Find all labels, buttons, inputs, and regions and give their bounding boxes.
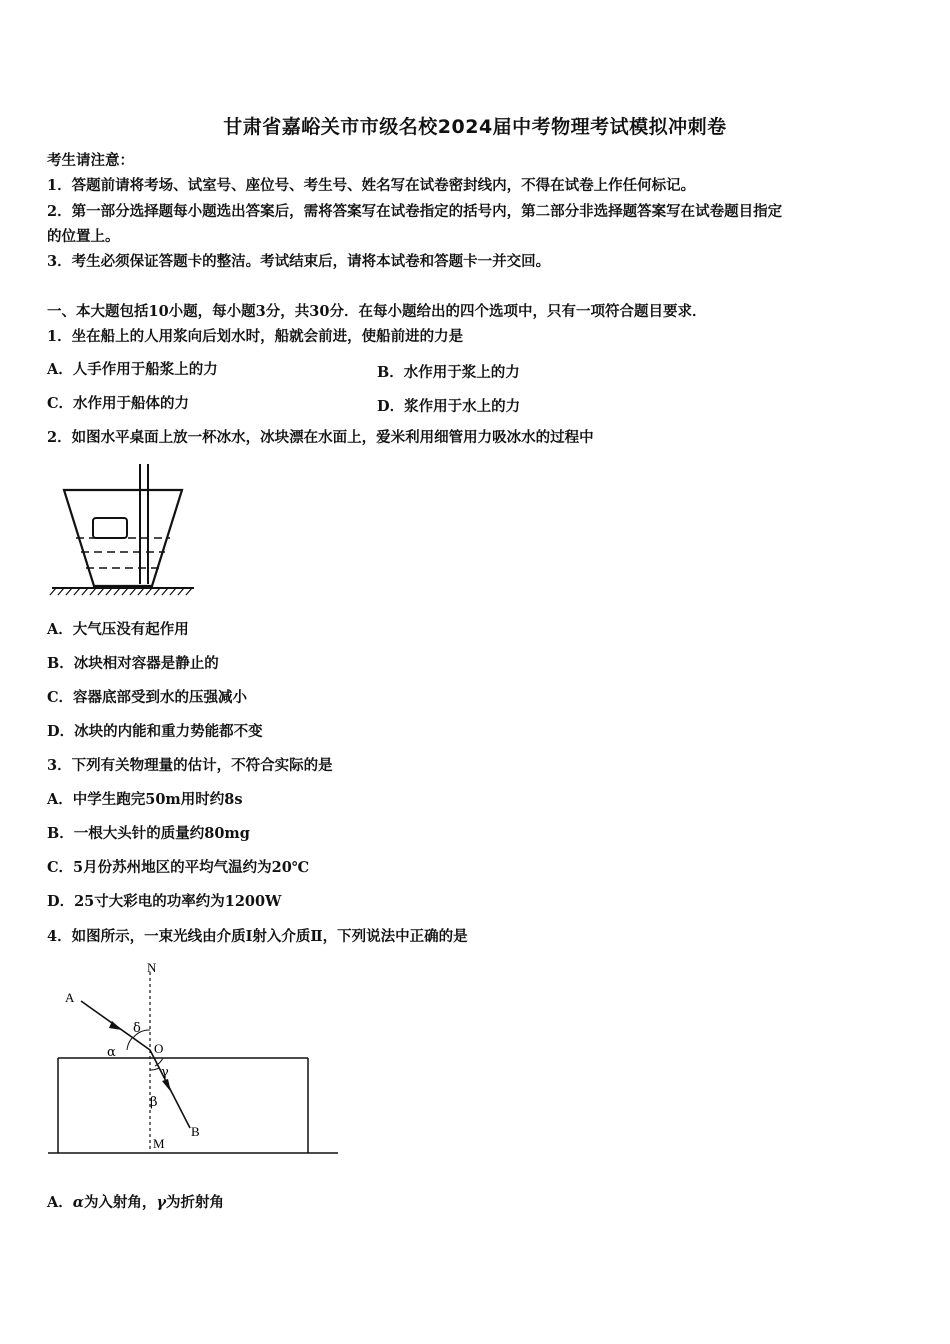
q4-option-a-mid: 为入射角， <box>83 1194 157 1211</box>
ice-water-cup-diagram <box>48 462 198 602</box>
q4-option-a-prefix: A． <box>47 1194 73 1211</box>
notice-item-1: 1．答题前请将考场、试室号、座位号、考生号、姓名写在试卷密封线内，不得在试卷上作任何标记。 <box>47 177 696 194</box>
q4-figure <box>45 958 345 1158</box>
q2-figure <box>48 462 198 602</box>
q2-option-a: A．大气压没有起作用 <box>47 621 189 638</box>
label-alpha: α <box>107 1045 116 1060</box>
q3-option-b: B．一根大头针的质量约80mg <box>47 825 250 842</box>
light-refraction-diagram <box>45 958 345 1158</box>
q4-stem: 4．如图所示，一束光线由介质Ⅰ射入介质Ⅱ，下列说法中正确的是 <box>47 928 468 945</box>
q4-option-a-suffix: 为折射角 <box>166 1194 225 1211</box>
label-m: M <box>153 1136 165 1151</box>
q2-option-b: B．冰块相对容器是静止的 <box>47 655 219 672</box>
label-b: B <box>191 1124 200 1139</box>
label-beta: β <box>150 1095 158 1110</box>
q1-stem: 1．坐在船上的人用浆向后划水时，船就会前进，使船前进的力是 <box>47 328 464 345</box>
label-delta: δ <box>133 1021 141 1036</box>
notice-item-3: 3．考生必须保证答题卡的整洁。考试结束后，请将本试卷和答题卡一并交回。 <box>47 253 551 270</box>
q4-option-a <box>47 1194 224 1212</box>
q2-option-d: D．冰块的内能和重力势能都不变 <box>47 723 263 740</box>
q3-option-d: D．25寸大彩电的功率约为1200W <box>47 893 282 910</box>
label-o: O <box>154 1041 164 1056</box>
section-heading: 一、本大题包括10小题，每小题3分，共30分．在每小题给出的四个选项中，只有一项符合题目要求． <box>47 303 707 320</box>
q3-option-c: C．5月份苏州地区的平均气温约为20℃ <box>47 859 310 876</box>
q1-option-d: D．浆作用于水上的力 <box>377 398 521 415</box>
q1-option-b: B．水作用于浆上的力 <box>377 364 520 381</box>
notice-item-2-cont: 的位置上。 <box>47 228 120 245</box>
notice-heading: 考生请注意： <box>47 152 134 169</box>
q4-option-a-gamma: γ <box>156 1194 167 1211</box>
label-a: A <box>65 990 75 1005</box>
label-gamma: γ <box>161 1065 169 1080</box>
q3-stem: 3．下列有关物理量的估计，不符合实际的是 <box>47 757 333 774</box>
q3-option-a: A．中学生跑完50m用时约8s <box>47 791 243 808</box>
q4-option-a-alpha: α <box>72 1194 84 1211</box>
label-n: N <box>147 960 157 975</box>
q1-option-a: A．人手作用于船浆上的力 <box>47 361 218 378</box>
q1-option-c: C．水作用于船体的力 <box>47 395 190 412</box>
page-title: 甘肃省嘉峪关市市级名校2024届中考物理考试模拟冲刺卷 <box>223 116 727 138</box>
q2-option-c: C．容器底部受到水的压强减小 <box>47 689 248 706</box>
q2-stem: 2．如图水平桌面上放一杯冰水，冰块漂在水面上，爱米利用细管用力吸冰水的过程中 <box>47 429 594 446</box>
notice-item-2: 2．第一部分选择题每小题选出答案后，需将答案写在试卷指定的括号内，第二部分非选择题答案写在试卷题目指定 <box>47 203 783 220</box>
